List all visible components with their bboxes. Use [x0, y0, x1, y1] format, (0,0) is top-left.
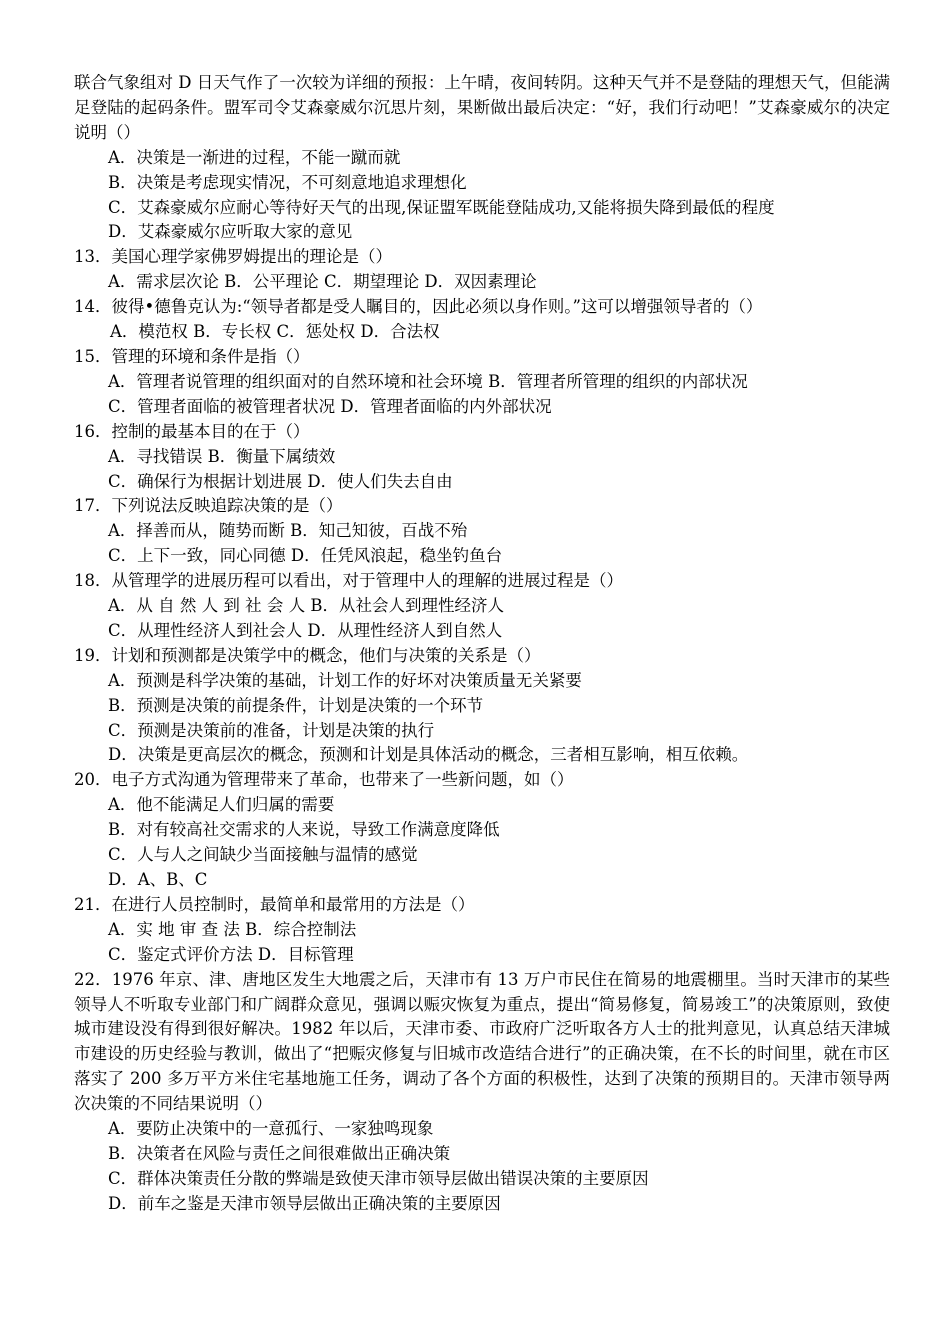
question-14-options: A．模范权 B．专长权 C．惩处权 D．合法权 — [110, 322, 440, 342]
question-19-option-d: D．决策是更高层次的概念，预测和计划是具体活动的概念，三者相互影响，相互依赖。 — [108, 745, 749, 765]
question-22-option-b: B．决策者在风险与责任之间很难做出正确决策 — [108, 1143, 451, 1163]
question-16-options-row1: A．寻找错误 B．衡量下属绩效 — [108, 446, 336, 466]
question-22-option-d: D．前车之鉴是天津市领导层做出正确决策的主要原因 — [108, 1193, 501, 1213]
question-21-stem: 21．在进行人员控制时，最简单和最常用的方法是（） — [74, 894, 475, 914]
question-16-options-row2: C．确保行为根据计划进展 D．使人们失去自由 — [108, 471, 453, 491]
question-18-stem: 18．从管理学的进展历程可以看出，对于管理中人的理解的进展过程是（） — [74, 571, 623, 591]
question-19-stem: 19．计划和预测都是决策学中的概念，他们与决策的关系是（） — [74, 645, 541, 665]
question-18-options-row1: A．从 自 然 人 到 社 会 人 B．从社会人到理性经济人 — [108, 596, 504, 616]
question-22-stem: 22．1976 年京、津、唐地区发生大地震之后，天津市有 13 万户市民住在简易的地震棚里。当时天津市的某些领导人不听取专业部门和广阔群众意见，强调以赈灾恢复为重点，提出“简易修复，简易竣工”的决策原则，致使城市建设没有得到很好解决。1982 年以后，天津市委、市政府广泛听取各方人士的批判意见，认真总结天津城市建设的历史经验与教训，做出了“把赈灾修复与旧城市改造结合进行”的正确决策，在不长的时间里，就在市区落实了 200 多万平方米住宅基地施工任务，调动了各个方面的积极性，达到了决策的预期目的。天津市领导两次决策的不同结果说明（） — [74, 969, 890, 1114]
question-13-stem: 13．美国心理学家佛罗姆提出的理论是（） — [74, 247, 392, 267]
question-14-stem: 14．彼得•德鲁克认为:“领导者都是受人瞩目的，因此必须以身作则。”这可以增强领导者的（） — [74, 297, 763, 317]
question-15-options-row1: A．管理者说管理的组织面对的自然环境和社会环境 B．管理者所管理的组织的内部状况 — [108, 371, 748, 391]
question-12-option-a: A．决策是一渐进的过程，不能一蹴而就 — [108, 147, 401, 167]
question-19-option-a: A．预测是科学决策的基础，计划工作的好坏对决策质量无关紧要 — [108, 670, 582, 690]
question-12-stem: 联合气象组对 D 日天气作了一次较为详细的预报：上午晴，夜间转阴。这种天气并不是登陆的理想天气，但能满足登陆的起码条件。盟军司令艾森豪威尔沉思片刻，果断做出最后决定：“好，我们行动吧！”艾森豪威尔的决定说明（） — [74, 73, 890, 142]
question-21-options-row2: C．鉴定式评价方法 D．目标管理 — [108, 944, 354, 964]
question-17-options-row2: C．上下一致，同心同德 D．任凭风浪起，稳坐钓鱼台 — [108, 546, 503, 566]
question-19-option-b: B．预测是决策的前提条件，计划是决策的一个环节 — [108, 695, 484, 715]
question-20-option-a: A．他不能满足人们归属的需要 — [108, 795, 335, 815]
question-19-option-c: C．预测是决策前的准备，计划是决策的执行 — [108, 720, 435, 740]
question-20-option-d: D．A、B、C — [108, 870, 208, 889]
question-15-options-row2: C．管理者面临的被管理者状况 D．管理者面临的内外部状况 — [108, 396, 552, 416]
question-12-option-b: B．决策是考虑现实情况，不可刻意地追求理想化 — [108, 172, 467, 192]
question-20-option-b: B．对有较高社交需求的人来说，导致工作满意度降低 — [108, 820, 500, 840]
question-16-stem: 16．控制的最基本目的在于（） — [74, 421, 310, 441]
question-12-option-d: D．艾森豪威尔应听取大家的意见 — [108, 222, 353, 242]
question-21-options-row1: A．实 地 审 查 法 B．综合控制法 — [108, 919, 357, 939]
question-12-option-c: C．艾森豪威尔应耐心等待好天气的出现,保证盟军既能登陆成功,又能将损失降到最低的程度 — [108, 197, 775, 217]
question-22-option-c: C．群体决策责任分散的弊端是致使天津市领导层做出错误决策的主要原因 — [108, 1168, 649, 1188]
question-18-options-row2: C．从理性经济人到社会人 D．从理性经济人到自然人 — [108, 620, 503, 640]
question-22-option-a: A．要防止决策中的一意孤行、一家独鸣现象 — [108, 1119, 434, 1139]
question-17-stem: 17．下列说法反映追踪决策的是（） — [74, 496, 343, 516]
question-13-options: A．需求层次论 B．公平理论 C．期望理论 D．双因素理论 — [108, 272, 537, 292]
question-20-stem: 20．电子方式沟通为管理带来了革命，也带来了一些新问题，如（） — [74, 770, 574, 790]
question-20-option-c: C．人与人之间缺少当面接触与温情的感觉 — [108, 845, 418, 865]
question-15-stem: 15．管理的环境和条件是指（） — [74, 346, 310, 366]
question-17-options-row1: A．择善而从，随势而断 B．知己知彼，百战不殆 — [108, 521, 468, 541]
